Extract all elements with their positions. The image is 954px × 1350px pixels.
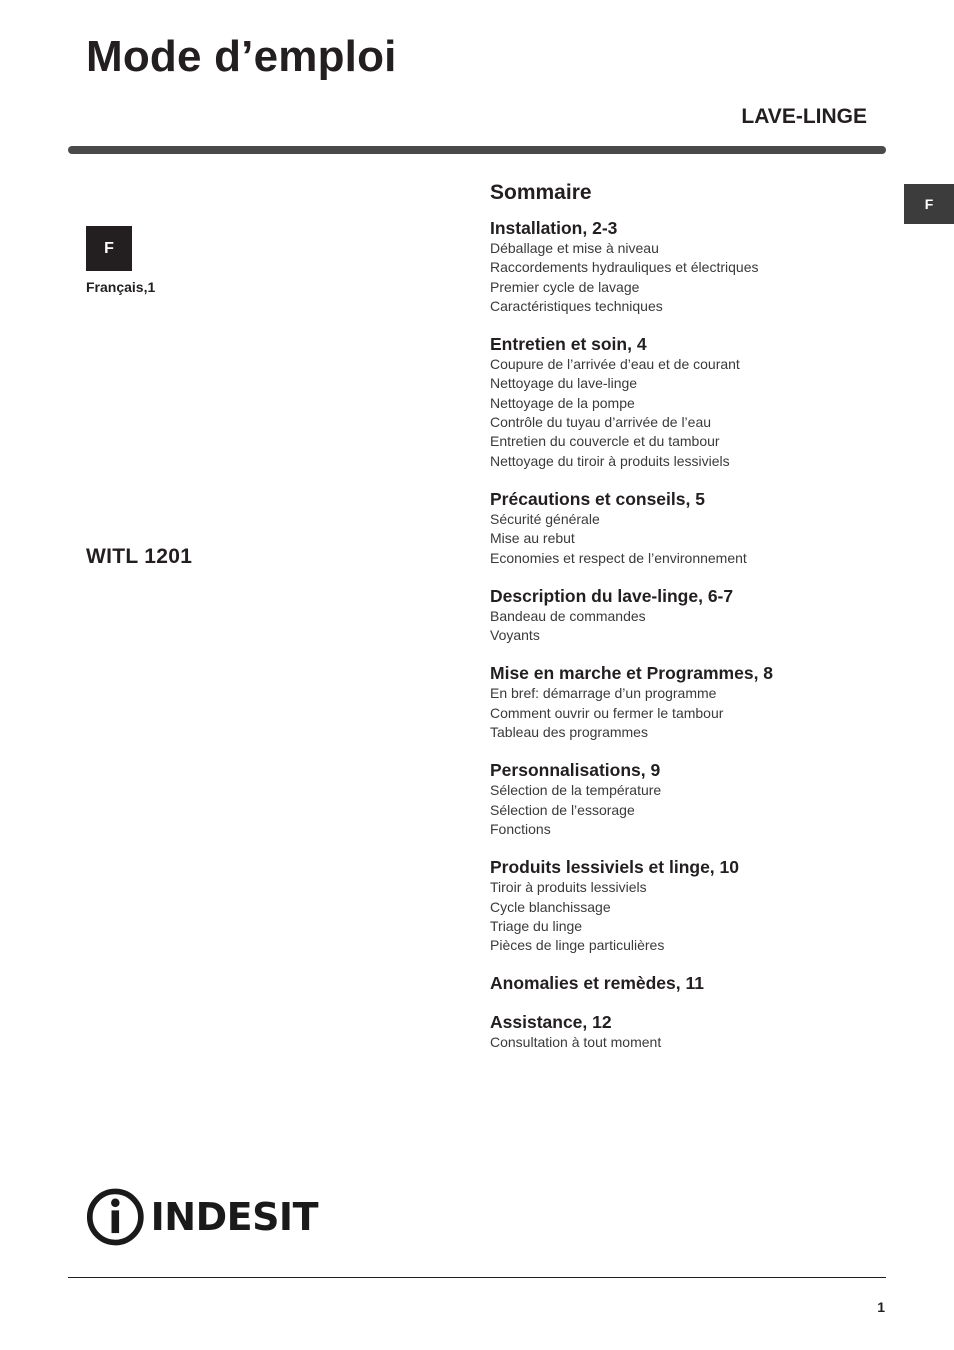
brand-logo: [86, 1186, 318, 1248]
toc-item[interactable]: En bref: démarrage d’un programme: [490, 685, 717, 702]
toc-item[interactable]: Coupure de l’arrivée d’eau et de courant: [490, 356, 740, 373]
toc-item[interactable]: Déballage et mise à niveau: [490, 240, 659, 256]
toc-item[interactable]: Economies et respect de l’environnement: [490, 549, 747, 566]
toc-section-title[interactable]: Description du lave-linge, 6-7: [490, 585, 734, 606]
toc-item[interactable]: Consultation à tout moment: [490, 1034, 662, 1051]
header-divider: [68, 146, 886, 154]
toc-section-title[interactable]: Entretien et soin, 4: [490, 334, 647, 355]
toc-item[interactable]: Tiroir à produits lessiviels: [490, 879, 647, 896]
toc-section-title[interactable]: Personnalisations, 9: [490, 760, 661, 781]
toc-item[interactable]: Mise au rebut: [490, 530, 575, 547]
toc-item[interactable]: Tableau des programmes: [490, 724, 648, 741]
toc-section-title[interactable]: Installation, 2-3: [490, 218, 618, 238]
footer-divider: [68, 1277, 886, 1278]
language-label: Français,1: [86, 279, 156, 295]
toc-section: [490, 488, 890, 568]
toc-section: [490, 972, 890, 994]
product-category: LAVE-LINGE: [741, 105, 867, 128]
toc-item[interactable]: Sélection de la température: [490, 782, 662, 799]
toc-section: [490, 217, 890, 316]
toc-item[interactable]: Entretien du couvercle et du tambour: [490, 433, 720, 450]
toc-item[interactable]: Nettoyage du lave-linge: [490, 375, 638, 392]
toc-section: [490, 759, 890, 839]
indesit-i-icon: [86, 1186, 145, 1248]
toc-sections: [490, 217, 890, 1053]
toc-item[interactable]: Nettoyage de la pompe: [490, 394, 635, 411]
page-number: 1: [877, 1299, 885, 1315]
toc-item[interactable]: Contrôle du tuyau d’arrivée de l’eau: [490, 414, 712, 431]
toc-heading: Sommaire: [490, 181, 592, 204]
brand-wordmark: INDESIT: [150, 1195, 318, 1239]
toc-section: [490, 662, 890, 742]
toc-section-title[interactable]: Mise en marche et Programmes, 8: [490, 663, 774, 684]
toc-item[interactable]: Cycle blanchissage: [490, 898, 611, 915]
toc-section-title[interactable]: Produits lessiviels et linge, 10: [490, 857, 739, 878]
toc-item[interactable]: Sélection de l’essorage: [490, 801, 635, 818]
toc-item[interactable]: Pièces de linge particulières: [490, 937, 665, 954]
toc-item[interactable]: Triage du linge: [490, 917, 583, 934]
toc-section: [490, 585, 890, 646]
toc-item[interactable]: Fonctions: [490, 820, 551, 837]
toc-section: [490, 1011, 890, 1052]
toc-item[interactable]: Comment ouvrir ou fermer le tambour: [490, 704, 724, 721]
toc-section-title[interactable]: Précautions et conseils, 5: [490, 488, 705, 509]
model-number: WITL 1201: [86, 545, 193, 568]
toc-section-title[interactable]: Anomalies et remèdes, 11: [490, 973, 704, 994]
toc-item[interactable]: Bandeau de commandes: [490, 607, 646, 624]
language-side-tab[interactable]: F: [904, 184, 954, 224]
toc-section: [490, 856, 890, 955]
toc-item[interactable]: Raccordements hydrauliques et électriques: [490, 259, 759, 276]
language-badge: F: [86, 226, 132, 271]
toc-section-title[interactable]: Assistance, 12: [490, 1012, 612, 1033]
toc-section: [490, 333, 890, 471]
table-of-contents: [490, 178, 890, 1070]
toc-item[interactable]: Premier cycle de lavage: [490, 278, 640, 295]
toc-item[interactable]: Sécurité générale: [490, 510, 600, 527]
toc-item[interactable]: Nettoyage du tiroir à produits lessiviels: [490, 452, 730, 469]
toc-item[interactable]: Caractéristiques techniques: [490, 297, 663, 314]
toc-item[interactable]: Voyants: [490, 627, 540, 644]
page-title: Mode d’emploi: [86, 32, 397, 81]
